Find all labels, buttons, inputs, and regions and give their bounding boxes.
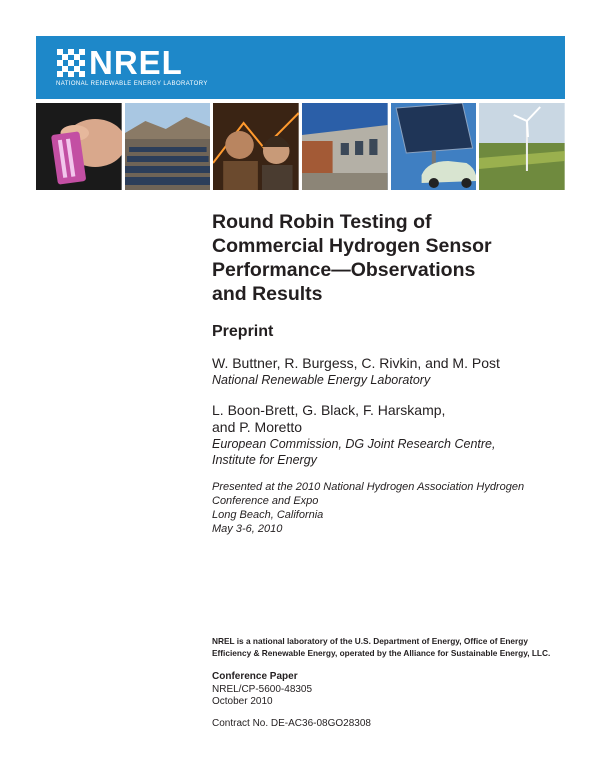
paper-date: October 2010 (212, 696, 273, 707)
author-affiliation: European Commission, DG Joint Research Centre, (212, 437, 496, 451)
photo-solar-tracker-car (391, 103, 477, 190)
statement-line: NREL is a national laboratory of the U.S. Department of Energy, Office of Energy (212, 636, 528, 646)
nrel-statement (212, 636, 550, 659)
title-line: Round Robin Testing of (212, 211, 432, 233)
logo-text: NREL (89, 44, 183, 81)
document-subtitle: Preprint (212, 323, 274, 340)
nrel-logo-mark-icon (56, 48, 86, 78)
title-line: Commercial Hydrogen Sensor (212, 235, 492, 257)
logo-subtitle: NATIONAL RENEWABLE ENERGY LABORATORY (56, 81, 208, 87)
statement-line: Efficiency & Renewable Energy, operated by the Alliance for Sustainable Energy, LLC. (212, 647, 551, 658)
presentation-line: Presented at the 2010 National Hydrogen Association Hydrogen (212, 481, 525, 493)
photo-building (302, 103, 388, 190)
contract-number: Contract No. DE-AC36-08GO28308 (212, 718, 371, 729)
author-names: and P. Moretto (212, 419, 303, 435)
paper-info (212, 671, 312, 709)
photo-strip (36, 103, 565, 190)
photo-researchers (213, 103, 299, 190)
author-names: W. Buttner, R. Burgess, C. Rivkin, and M. Post (212, 355, 500, 371)
author-affiliation: Institute for Energy (212, 453, 317, 467)
title-line: Performance—Observations (212, 259, 476, 281)
photo-hand-sample (36, 103, 122, 190)
document-title (212, 210, 552, 306)
photo-wind-turbines (479, 103, 565, 190)
photo-solar-array (125, 103, 211, 190)
paper-number: NREL/CP-5600-48305 (212, 683, 313, 695)
presentation-line: May 3-6, 2010 (212, 523, 283, 535)
presentation-info (212, 480, 524, 536)
author-names: L. Boon-Brett, G. Black, F. Harskamp, (212, 402, 446, 418)
presentation-line: Conference and Expo (212, 495, 319, 507)
paper-type: Conference Paper (212, 671, 298, 682)
presentation-line: Long Beach, California (212, 509, 324, 521)
author-group-jrc (212, 402, 562, 468)
nrel-logo (56, 44, 183, 81)
nrel-header-banner (36, 36, 565, 99)
author-group-nrel (212, 355, 562, 388)
author-affiliation: National Renewable Energy Laboratory (212, 373, 431, 387)
title-line: and Results (212, 283, 323, 305)
